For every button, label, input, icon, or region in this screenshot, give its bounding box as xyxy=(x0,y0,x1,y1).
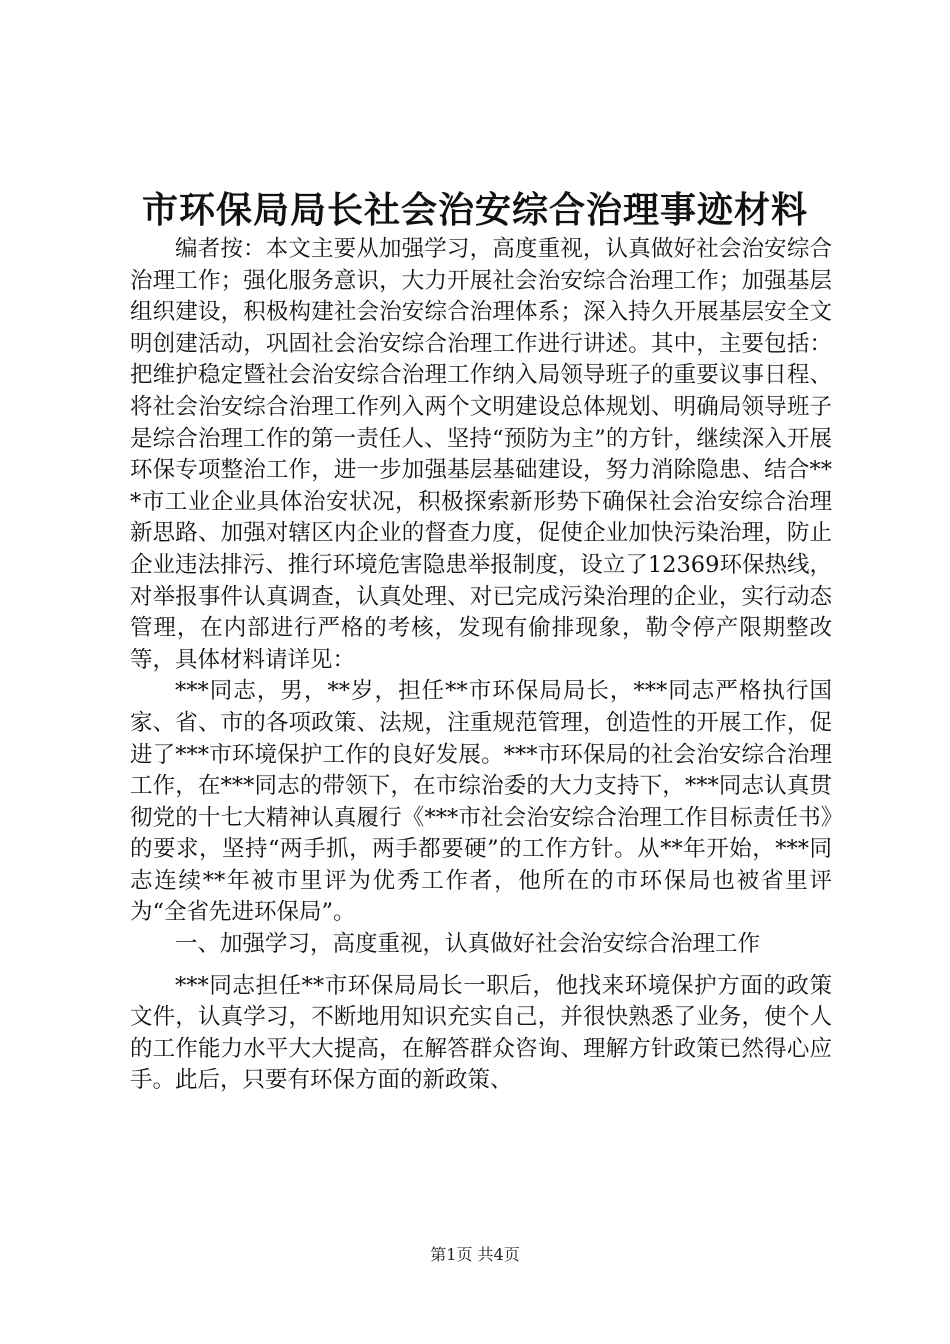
intro-paragraph: ***同志，男，**岁，担任**市环保局局长，***同志严格执行国家、省、市的各项政策、法规，注重规范管理，创造性的开展工作，促进了***市环境保护工作的良好发展。***市环保局的社会治安综合治理工作，在***同志的带领下，在市综治委的大力支持下，***同志认真贯彻党的十七大精神认真履行《***市社会治安综合治理工作目标责任书》的要求，坚持“两手抓，两手都要硬”的工作方针。从**年开始，***同志连续**年被市里评为优秀工作者，他所在的市环保局也被省里评为“全省先进环保局”。 xyxy=(130,678,832,926)
document-title: 市环保局局长社会治安综合治理事迹材料 xyxy=(141,189,808,231)
document-body xyxy=(130,234,832,1097)
section-heading-1: 一、加强学习，高度重视，认真做好社会治安综合治理工作 xyxy=(175,931,761,958)
editor-note-paragraph: 编者按：本文主要从加强学习，高度重视，认真做好社会治安综合治理工作；强化服务意识，大力开展社会治安综合治理工作；加强基层组织建设，积极构建社会治安综合治理体系；深入持久开展基层安全文明创建活动，巩固社会治安综合治理工作进行讲述。其中，主要包括：把维护稳定暨社会治安综合治理工作纳入局领导班子的重要议事日程、将社会治安综合治理工作列入两个文明建设总体规划、明确局领导班子是综合治理工作的第一责任人、坚持“预防为主”的方针，继续深入开展环保专项整治工作，进一步加强基层基础建设，努力消除隐患、结合***市工业企业具体治安状况，积极探索新形势下确保社会治安综合治理新思路、加强对辖区内企业的督查力度，促使企业加快污染治理，防止企业违法排污、推行环境危害隐患举报制度，设立了12369环保热线，对举报事件认真调查，认真处理、对已完成污染治理的企业，实行动态管理，在内部进行严格的考核，发现有偷排现象，勒令停产限期整改等，具体材料请详见： xyxy=(130,236,832,673)
page-number-footer: 第1页 共4页 xyxy=(430,1245,520,1264)
section-1-paragraph: ***同志担任**市环保局局长一职后，他找来环境保护方面的政策文件，认真学习，不断地用知识充实自己，并很快熟悉了业务，使个人的工作能力水平大大提高，在解答群众咨询、理解方针政策已然得心应手。此后，只要有环保方面的新政策、 xyxy=(130,972,832,1094)
